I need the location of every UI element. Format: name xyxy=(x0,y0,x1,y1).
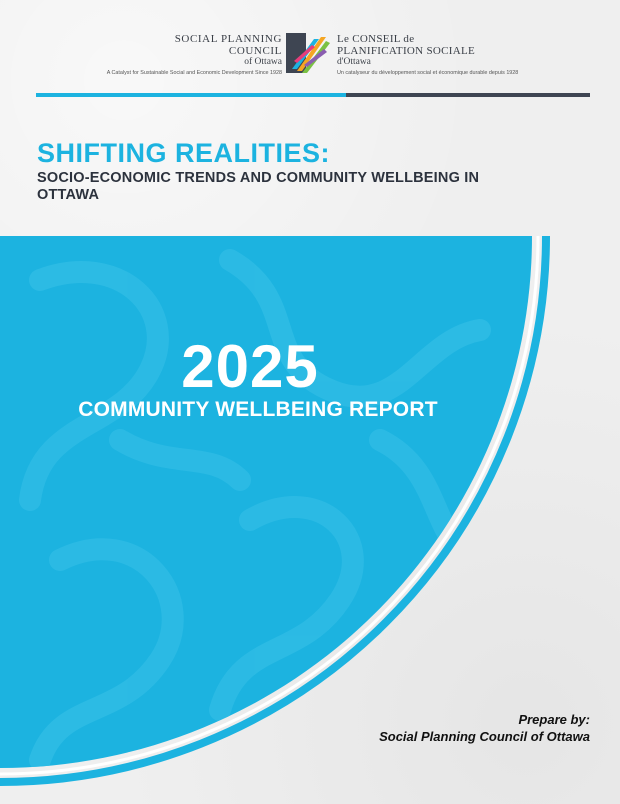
report-subtitle: SOCIO-ECONOMIC TRENDS AND COMMUNITY WELLBEING IN OTTAWA xyxy=(37,170,480,203)
logo-fr-line1: Le CONSEIL de xyxy=(337,33,415,45)
report-title: SHIFTING REALITIES: xyxy=(37,138,330,168)
logo-fr-tagline: Un catalyseur du développement social et économique durable depuis 1928 xyxy=(337,70,519,76)
report-year: 2025 xyxy=(181,333,319,400)
report-name: COMMUNITY WELLBEING REPORT xyxy=(78,398,438,421)
logo-fr-line2: PLANIFICATION SOCIALE xyxy=(337,45,475,57)
logo-en-line1: SOCIAL PLANNING xyxy=(174,33,282,45)
logo-en-line2: COUNCIL xyxy=(228,45,282,57)
prepared-by-organization: Social Planning Council of Ottawa xyxy=(379,729,590,744)
logo-en-line3: of Ottawa xyxy=(244,57,282,67)
logo-en-tagline: A Catalyst for Sustainable Social and Economic Development Since 1928 xyxy=(106,70,282,76)
prepared-by-block xyxy=(379,711,590,745)
logo-fr-line3: d'Ottawa xyxy=(337,57,371,67)
prepared-by-label: Prepare by: xyxy=(518,712,590,727)
